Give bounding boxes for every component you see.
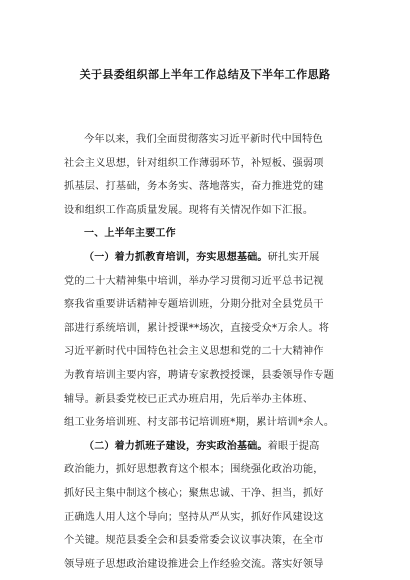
document-body <box>64 128 352 576</box>
paragraph-line: 察我省重要讲话精神专题培训班，分期分批对全县党员干 <box>64 299 324 311</box>
document-title: 关于县委组织部上半年工作总结及下半年工作思路 <box>79 68 331 81</box>
subsection-text: 着眼于提高 <box>267 440 320 452</box>
paragraph-line: 设和组织工作高质量发展。现将有关情况作如下汇报。 <box>64 204 314 216</box>
paragraph-line: 辅导。新县委党校已正式办班启用，先后举办主体班、 <box>64 393 314 405</box>
paragraph-line: 抓基层、打基础，务本务实、落地落实，奋力推进党的建 <box>64 181 324 193</box>
subsection-first-line <box>64 435 352 459</box>
paragraph-line: 部进行系统培训，累计授课**场次，直接受众*万余人。将 <box>64 322 330 334</box>
paragraph-line: 党的二十大精神集中培训，举办学习贯彻习近平总书记视 <box>64 275 324 287</box>
subsection-first-line <box>64 246 352 270</box>
paragraph-line: 正确选人用人这个导向；坚持从严从实，抓好作风建设这 <box>64 511 324 523</box>
paragraph-line: 今年以来，我们全面贯彻落实习近平新时代中国特色 <box>84 134 323 145</box>
paragraph-line: 抓好民主集中制这个核心；聚焦忠诚、干净、担当，抓好 <box>64 487 324 499</box>
paragraph-line: 习近平新时代中国特色社会主义思想和党的二十大精神作 <box>64 346 324 358</box>
paragraph-line: 为教育培训主要内容，聘请专家教授授课，县委领导作专题 <box>64 369 335 381</box>
paragraph-line: 组工业务培训班、村支部书记培训班*期，累计培训*余人。 <box>64 417 335 429</box>
paragraph-line: 领导班子思想政治建设推进会上作经验交流。落实好领导 <box>64 558 324 570</box>
paragraph-line: 政治能力，抓好思想教育这个根本；围绕强化政治功能， <box>64 464 324 476</box>
section-heading: 一、上半年主要工作 <box>84 228 176 240</box>
subsection-text: 研扎实开展 <box>267 251 320 263</box>
subsection-lead: （二）着力抓班子建设，夯实政治基础。 <box>84 440 268 452</box>
paragraph-line: 社会主义思想，针对组织工作薄弱环节，补短板、强弱项 <box>64 157 324 169</box>
paragraph-line: 个关键。规范县委全会和县委常委会议议事决策，在全市 <box>64 535 324 547</box>
subsection-lead: （一）着力抓教育培训，夯实思想基础。 <box>84 251 268 263</box>
